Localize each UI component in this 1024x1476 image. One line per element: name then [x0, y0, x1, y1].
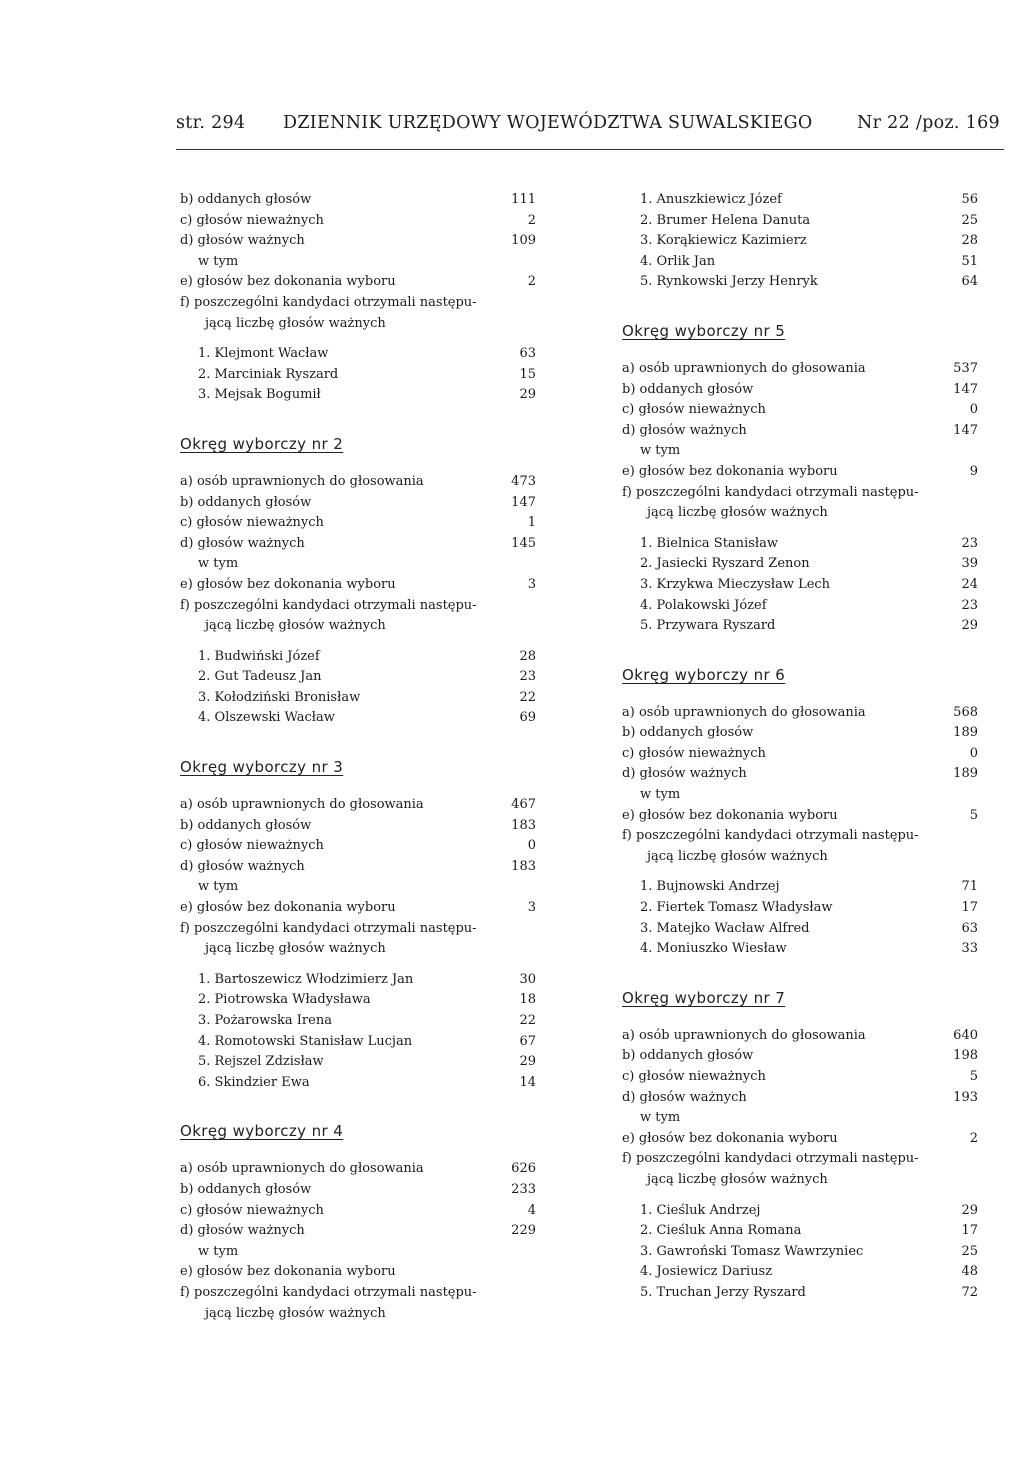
candidate-row — [180, 647, 536, 668]
statistic-value: 147 — [953, 422, 978, 438]
statistic-value: 473 — [511, 473, 536, 489]
statistic-label: a) osób uprawnionych do głosowania — [622, 704, 866, 720]
candidate-name: 1. Klejmont Wacław — [198, 346, 329, 362]
statistic-row — [180, 1201, 536, 1222]
issue-number: Nr 22 /poz. 169 — [857, 113, 1000, 133]
statistic-row — [622, 441, 978, 462]
statistic-value: 147 — [953, 381, 978, 397]
statistic-row — [622, 744, 978, 765]
statistic-label: e) głosów bez dokonania wyboru — [180, 900, 396, 916]
candidate-row — [622, 596, 978, 617]
statistic-value: 233 — [511, 1181, 536, 1197]
candidate-name: 6. Skindzier Ewa — [198, 1074, 310, 1090]
candidate-row — [622, 211, 978, 232]
candidate-row — [622, 1242, 978, 1263]
candidate-votes: 25 — [961, 1243, 978, 1259]
candidate-votes: 24 — [961, 576, 978, 592]
candidate-name: 4. Polakowski Józef — [640, 597, 767, 613]
candidate-name: 3. Kołodziński Bronisław — [198, 689, 361, 705]
statistic-label: d) głosów ważnych — [622, 1089, 747, 1105]
statistic-row — [180, 252, 536, 273]
statistic-value: 3 — [527, 900, 536, 916]
candidate-row — [180, 1032, 536, 1053]
candidate-votes: 33 — [961, 941, 978, 957]
statistic-row — [180, 472, 536, 493]
district-2-title: Okręg wyborczy nr 2 — [180, 434, 344, 453]
statistic-row — [180, 1221, 536, 1242]
statistic-value: 4 — [527, 1202, 536, 1218]
candidate-votes: 17 — [961, 1223, 978, 1239]
statistic-value: 2 — [969, 1130, 978, 1146]
candidate-votes: 64 — [961, 274, 978, 290]
statistic-label: f) poszczególni kandydaci otrzymali następu- — [622, 484, 919, 500]
candidate-name: 1. Anuszkiewicz Józef — [640, 192, 782, 207]
statistic-label: jącą liczbę głosów ważnych — [205, 941, 386, 957]
statistic-label: f) poszczególni kandydaci otrzymali następu- — [622, 1151, 919, 1167]
statistic-label: f) poszczególni kandydaci otrzymali następu- — [180, 1284, 477, 1300]
candidate-row — [622, 534, 978, 555]
candidate-row — [622, 616, 978, 637]
statistic-row — [622, 764, 978, 785]
statistic-value: 145 — [511, 535, 536, 551]
candidate-row — [180, 708, 536, 729]
statistic-row — [622, 723, 978, 744]
statistic-label: b) oddanych głosów — [622, 725, 754, 741]
candidate-votes: 51 — [961, 253, 978, 269]
candidate-row — [622, 1283, 978, 1304]
statistic-value: 109 — [511, 233, 536, 249]
candidate-votes: 56 — [961, 192, 978, 207]
candidate-votes: 63 — [961, 920, 978, 936]
candidate-votes: 30 — [519, 971, 536, 987]
statistic-label: d) głosów ważnych — [180, 1223, 305, 1239]
statistic-label: w tym — [640, 443, 681, 459]
spacer — [622, 524, 978, 534]
statistic-label: f) poszczególni kandydaci otrzymali następu- — [622, 828, 919, 844]
candidate-row — [180, 344, 536, 365]
candidate-row — [622, 939, 978, 960]
candidate-votes: 23 — [519, 669, 536, 685]
candidate-votes: 28 — [519, 648, 536, 664]
statistic-label: w tym — [198, 1243, 239, 1259]
statistic-row — [180, 231, 536, 252]
statistic-value: 2 — [527, 274, 536, 290]
statistic-label: jącą liczbę głosów ważnych — [647, 848, 828, 864]
candidate-row — [622, 190, 978, 211]
candidate-name: 2. Gut Tadeusz Jan — [198, 669, 322, 685]
candidate-name: 4. Orlik Jan — [640, 253, 716, 269]
spacer — [622, 343, 978, 359]
right-column — [622, 190, 978, 1304]
statistic-row — [180, 816, 536, 837]
statistic-value: 0 — [969, 402, 978, 418]
statistic-value: 626 — [511, 1161, 536, 1177]
candidate-name: 5. Rejszel Zdzisław — [198, 1054, 324, 1070]
statistic-row — [180, 877, 536, 898]
candidate-name: 3. Matejko Wacław Alfred — [640, 920, 810, 936]
statistic-label: jącą liczbę głosów ważnych — [647, 505, 828, 521]
statistic-label: c) głosów nieważnych — [622, 745, 766, 761]
statistic-label: e) głosów bez dokonania wyboru — [180, 274, 396, 290]
candidate-votes: 67 — [519, 1033, 536, 1049]
statistic-row — [180, 1304, 536, 1325]
candidate-name: 3. Krzykwa Mieczysław Lech — [640, 576, 831, 592]
header-rule — [176, 149, 1004, 150]
candidate-row — [180, 1011, 536, 1032]
candidate-row — [622, 575, 978, 596]
statistic-value: 0 — [527, 838, 536, 854]
statistic-label: w tym — [640, 1110, 681, 1126]
candidate-row — [622, 231, 978, 252]
candidate-row — [180, 667, 536, 688]
statistic-label: jącą liczbę głosów ważnych — [205, 315, 386, 331]
candidate-votes: 25 — [961, 212, 978, 228]
candidate-row — [622, 252, 978, 273]
statistic-row — [180, 919, 536, 940]
candidate-row — [180, 970, 536, 991]
statistic-row — [180, 1242, 536, 1263]
candidate-votes: 28 — [961, 233, 978, 249]
spacer — [180, 779, 536, 795]
statistic-row — [180, 314, 536, 335]
candidate-votes: 63 — [519, 346, 536, 362]
candidate-votes: 29 — [519, 1054, 536, 1070]
spacer — [622, 1010, 978, 1026]
spacer — [622, 1191, 978, 1201]
statistic-row — [180, 795, 536, 816]
candidate-row — [622, 877, 978, 898]
statistic-row — [622, 785, 978, 806]
statistic-row — [180, 211, 536, 232]
statistic-value: 147 — [511, 494, 536, 510]
statistic-row — [180, 1283, 536, 1304]
statistic-value: 183 — [511, 817, 536, 833]
statistic-row — [180, 513, 536, 534]
statistic-label: a) osób uprawnionych do głosowania — [622, 1027, 866, 1043]
statistic-row — [622, 462, 978, 483]
statistic-label: jącą liczbę głosów ważnych — [647, 1171, 828, 1187]
candidate-votes: 14 — [519, 1074, 536, 1090]
candidate-name: 3. Gawroński Tomasz Wawrzyniec — [640, 1243, 864, 1259]
candidate-votes: 72 — [961, 1284, 978, 1300]
spacer — [180, 1093, 536, 1119]
district-3-title: Okręg wyborczy nr 3 — [180, 758, 344, 777]
statistic-label: f) poszczególni kandydaci otrzymali następu- — [180, 920, 477, 936]
statistic-label: d) głosów ważnych — [180, 233, 305, 249]
statistic-value: 1 — [527, 515, 536, 531]
page-number: str. 294 — [176, 113, 246, 133]
spacer — [180, 334, 536, 344]
statistic-row — [180, 1262, 536, 1283]
statistic-label: jącą liczbę głosów ważnych — [205, 618, 386, 634]
statistic-row — [622, 421, 978, 442]
candidate-name: 3. Mejsak Bogumił — [198, 387, 321, 403]
candidate-name: 2. Jasiecki Ryszard Zenon — [640, 556, 810, 572]
spacer — [622, 687, 978, 703]
statistic-row — [180, 534, 536, 555]
statistic-label: a) osób uprawnionych do głosowania — [180, 797, 424, 813]
statistic-row — [180, 493, 536, 514]
statistic-value: 3 — [527, 576, 536, 592]
statistic-row — [622, 1026, 978, 1047]
statistic-label: c) głosów nieważnych — [180, 838, 324, 854]
spacer — [622, 637, 978, 663]
candidate-name: 4. Josiewicz Dariusz — [640, 1264, 773, 1280]
candidate-row — [622, 1221, 978, 1242]
spacer — [180, 637, 536, 647]
statistic-value: 640 — [953, 1027, 978, 1043]
statistic-row — [180, 554, 536, 575]
statistic-label: c) głosów nieważnych — [622, 1069, 766, 1084]
statistic-row — [180, 1180, 536, 1201]
spacer — [180, 406, 536, 432]
statistic-label: b) oddanych głosów — [180, 494, 312, 510]
candidate-name: 5. Rynkowski Jerzy Henryk — [640, 274, 818, 290]
statistic-label: c) głosów nieważnych — [180, 515, 324, 531]
candidate-row — [622, 272, 978, 293]
candidate-name: 5. Przywara Ryszard — [640, 618, 776, 634]
candidate-row — [180, 365, 536, 386]
candidate-name: 1. Bartoszewicz Włodzimierz Jan — [198, 971, 414, 987]
statistic-value: 568 — [953, 704, 978, 720]
statistic-label: e) głosów bez dokonania wyboru — [622, 463, 838, 479]
statistic-row — [622, 1129, 978, 1150]
statistic-value: 111 — [511, 192, 536, 207]
statistic-row — [622, 1067, 978, 1088]
statistic-label: d) głosów ważnych — [180, 858, 305, 874]
statistic-label: e) głosów bez dokonania wyboru — [180, 1264, 396, 1280]
candidate-row — [180, 990, 536, 1011]
spacer — [180, 729, 536, 755]
statistic-value: 467 — [511, 797, 536, 813]
statistic-label: w tym — [640, 787, 681, 803]
statistic-value: 189 — [953, 766, 978, 782]
spacer — [180, 1143, 536, 1159]
spacer — [622, 867, 978, 877]
statistic-label: a) osób uprawnionych do głosowania — [180, 473, 424, 489]
candidate-votes: 17 — [961, 900, 978, 916]
statistic-value: 537 — [953, 360, 978, 376]
candidate-row — [180, 1073, 536, 1094]
candidate-name: 1. Bielnica Stanisław — [640, 535, 778, 551]
candidate-name: 4. Romotowski Stanisław Lucjan — [198, 1033, 413, 1049]
statistic-label: b) oddanych głosów — [622, 381, 754, 397]
candidate-row — [622, 554, 978, 575]
statistic-row — [180, 575, 536, 596]
candidate-votes: 29 — [961, 618, 978, 634]
candidate-votes: 29 — [961, 1202, 978, 1218]
statistic-label: f) poszczególni kandydaci otrzymali następu- — [180, 294, 477, 310]
statistic-row — [180, 939, 536, 960]
statistic-row — [622, 1088, 978, 1109]
statistic-label: b) oddanych głosów — [180, 192, 312, 207]
statistic-row — [622, 503, 978, 524]
statistic-row — [180, 272, 536, 293]
statistic-row — [622, 1170, 978, 1191]
journal-title: DZIENNIK URZĘDOWY WOJEWÓDZTWA SUWALSKIEGO — [283, 113, 813, 133]
statistic-row — [180, 836, 536, 857]
statistic-row — [622, 483, 978, 504]
candidate-row — [622, 898, 978, 919]
statistic-label: e) głosów bez dokonania wyboru — [180, 576, 396, 592]
district-4-title: Okręg wyborczy nr 4 — [180, 1122, 344, 1141]
statistic-row — [622, 1046, 978, 1067]
statistic-row — [622, 806, 978, 827]
district-6-title: Okręg wyborczy nr 6 — [622, 665, 786, 684]
candidate-name: 2. Fiertek Tomasz Władysław — [640, 900, 833, 916]
candidate-name: 2. Cieśluk Anna Romana — [640, 1223, 802, 1239]
candidate-votes: 22 — [519, 689, 536, 705]
statistic-row — [180, 293, 536, 314]
statistic-label: a) osób uprawnionych do głosowania — [622, 360, 866, 376]
statistic-value: 183 — [511, 858, 536, 874]
statistic-label: c) głosów nieważnych — [622, 402, 766, 418]
statistic-label: b) oddanych głosów — [180, 817, 312, 833]
statistic-label: d) głosów ważnych — [622, 766, 747, 782]
statistic-label: d) głosów ważnych — [622, 422, 747, 438]
statistic-label: c) głosów nieważnych — [180, 1202, 324, 1218]
statistic-label: c) głosów nieważnych — [180, 212, 324, 228]
statistic-label: b) oddanych głosów — [622, 1048, 754, 1064]
statistic-label: e) głosów bez dokonania wyboru — [622, 1130, 838, 1146]
candidate-votes: 39 — [961, 556, 978, 572]
statistic-value: 5 — [969, 1069, 978, 1084]
candidate-name: 2. Piotrowska Władysława — [198, 992, 371, 1008]
candidate-name: 4. Moniuszko Wiesław — [640, 941, 787, 957]
statistic-row — [622, 400, 978, 421]
candidate-name: 1. Bujnowski Andrzej — [640, 879, 780, 895]
statistic-value: 9 — [969, 463, 978, 479]
candidate-row — [180, 385, 536, 406]
statistic-row — [622, 826, 978, 847]
candidate-name: 2. Brumer Helena Danuta — [640, 212, 811, 228]
candidate-row — [180, 1052, 536, 1073]
statistic-value: 193 — [953, 1089, 978, 1105]
candidate-votes: 69 — [519, 710, 536, 726]
statistic-row — [622, 380, 978, 401]
candidate-row — [622, 1262, 978, 1283]
candidate-name: 1. Budwiński Józef — [198, 648, 320, 664]
statistic-value: 0 — [969, 745, 978, 761]
statistic-label: a) osób uprawnionych do głosowania — [180, 1161, 424, 1177]
statistic-value: 2 — [527, 212, 536, 228]
candidate-votes: 23 — [961, 597, 978, 613]
statistic-value: 189 — [953, 725, 978, 741]
statistic-value: 198 — [953, 1048, 978, 1064]
candidate-name: 5. Truchan Jerzy Ryszard — [640, 1284, 806, 1300]
candidate-name: 3. Korąkiewicz Kazimierz — [640, 233, 807, 249]
spacer — [180, 456, 536, 472]
district-7-title: Okręg wyborczy nr 7 — [622, 988, 786, 1007]
candidate-votes: 48 — [961, 1264, 978, 1280]
statistic-label: e) głosów bez dokonania wyboru — [622, 807, 838, 823]
candidate-votes: 15 — [519, 366, 536, 382]
candidate-row — [622, 919, 978, 940]
candidate-name: 2. Marciniak Ryszard — [198, 366, 339, 382]
spacer — [622, 293, 978, 319]
statistic-label: f) poszczególni kandydaci otrzymali następu- — [180, 597, 477, 613]
statistic-row — [622, 1149, 978, 1170]
candidate-votes: 22 — [519, 1013, 536, 1028]
candidate-row — [622, 1201, 978, 1222]
statistic-row — [180, 898, 536, 919]
candidate-row — [180, 688, 536, 709]
statistic-row — [622, 359, 978, 380]
candidate-name: 3. Pożarowska Irena — [198, 1013, 332, 1028]
statistic-label: jącą liczbę głosów ważnych — [205, 1305, 386, 1321]
statistic-row — [180, 857, 536, 878]
statistic-row — [180, 190, 536, 211]
statistic-row — [622, 847, 978, 868]
statistic-row — [622, 1108, 978, 1129]
candidate-name: 4. Olszewski Wacław — [198, 710, 335, 726]
statistic-value: 5 — [969, 807, 978, 823]
statistic-value: 229 — [511, 1223, 536, 1239]
spacer — [180, 960, 536, 970]
spacer — [622, 960, 978, 986]
candidate-votes: 18 — [519, 992, 536, 1008]
statistic-row — [180, 616, 536, 637]
statistic-label: w tym — [198, 879, 239, 895]
statistic-label: b) oddanych głosów — [180, 1181, 312, 1197]
statistic-label: w tym — [198, 253, 239, 269]
left-column — [180, 190, 536, 1324]
candidate-votes: 71 — [961, 879, 978, 895]
candidate-votes: 29 — [519, 387, 536, 403]
statistic-label: w tym — [198, 556, 239, 572]
statistic-row — [622, 703, 978, 724]
candidate-votes: 23 — [961, 535, 978, 551]
statistic-row — [180, 1159, 536, 1180]
district-5-title: Okręg wyborczy nr 5 — [622, 321, 786, 340]
statistic-row — [180, 596, 536, 617]
statistic-label: d) głosów ważnych — [180, 535, 305, 551]
candidate-name: 1. Cieśluk Andrzej — [640, 1202, 761, 1218]
